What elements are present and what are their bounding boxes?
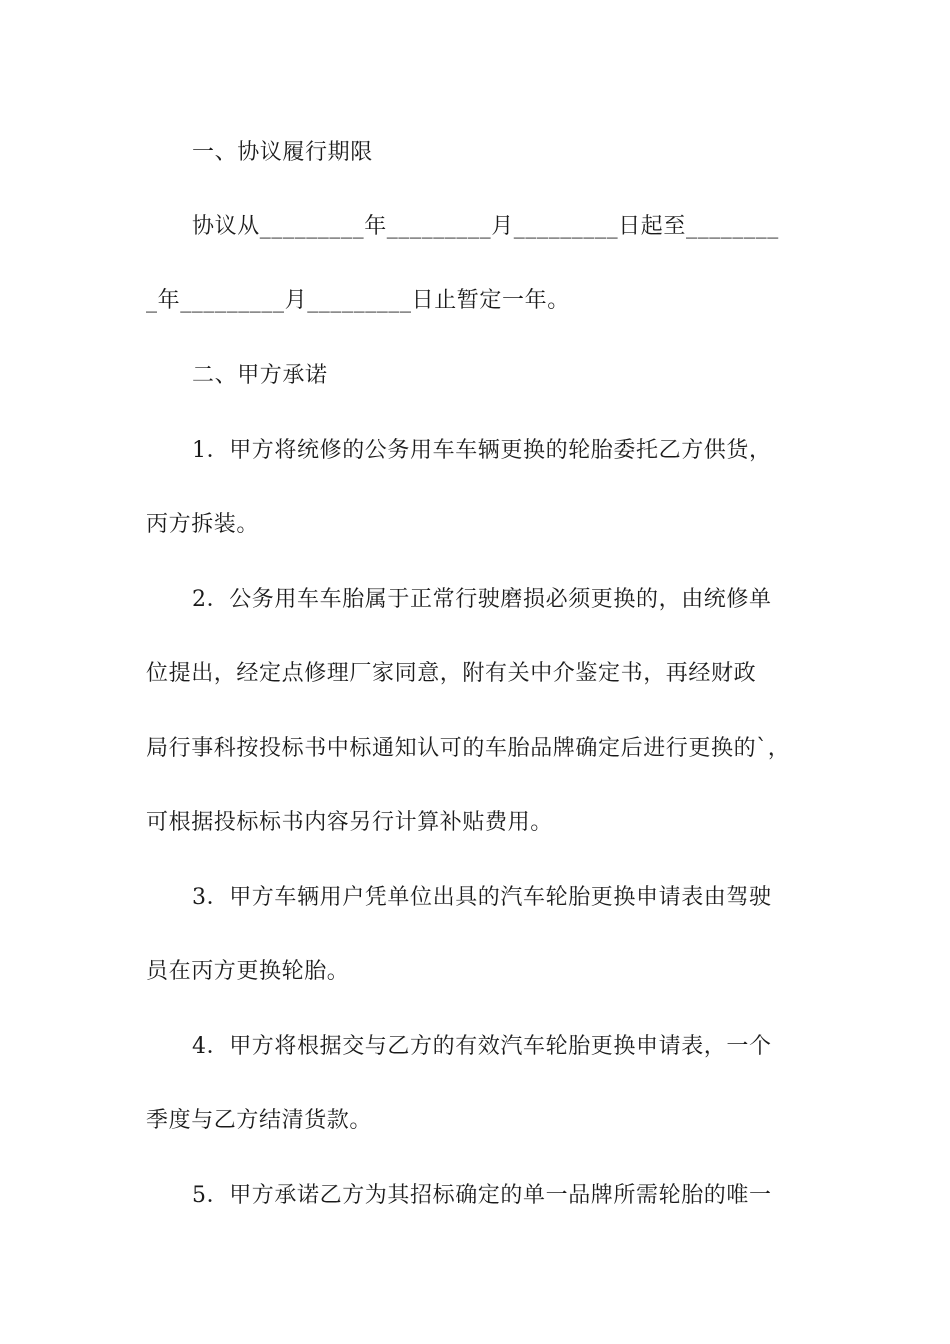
clause-2-line: 可根据投标标书内容另行计算补贴费用。 (146, 810, 553, 835)
clause-3-line: 员在丙方更换轮胎。 (146, 959, 350, 984)
clause-2-line: 2．公务用车车胎属于正常行驶磨损必须更换的，由统修单 (192, 587, 772, 612)
clause-5-line: 5．甲方承诺乙方为其招标确定的单一品牌所需轮胎的唯一 (192, 1183, 772, 1208)
paragraph-line: 协议从_________年_________月_________日起至________ (192, 214, 779, 239)
clause-1-line: 丙方拆装。 (146, 512, 260, 537)
clause-2-line: 位提出，经定点修理厂家同意，附有关中介鉴定书，再经财政 (146, 661, 757, 686)
clause-4-line: 季度与乙方结清货款。 (146, 1108, 373, 1133)
section-heading-term: 一、协议履行期限 (192, 140, 373, 165)
clause-4-line: 4．甲方将根据交与乙方的有效汽车轮胎更换申请表，一个 (192, 1034, 772, 1059)
clause-1-line: 1．甲方将统修的公务用车车辆更换的轮胎委托乙方供货， (192, 438, 772, 463)
clause-2-line: 局行事科按投标书中标通知认可的车胎品牌确定后进行更换的`， (146, 736, 791, 761)
section-heading-party-a: 二、甲方承诺 (192, 363, 328, 388)
clause-3-line: 3．甲方车辆用户凭单位出具的汽车轮胎更换申请表由驾驶 (192, 885, 772, 910)
paragraph-line: _年_________月_________日止暂定一年。 (146, 288, 570, 313)
